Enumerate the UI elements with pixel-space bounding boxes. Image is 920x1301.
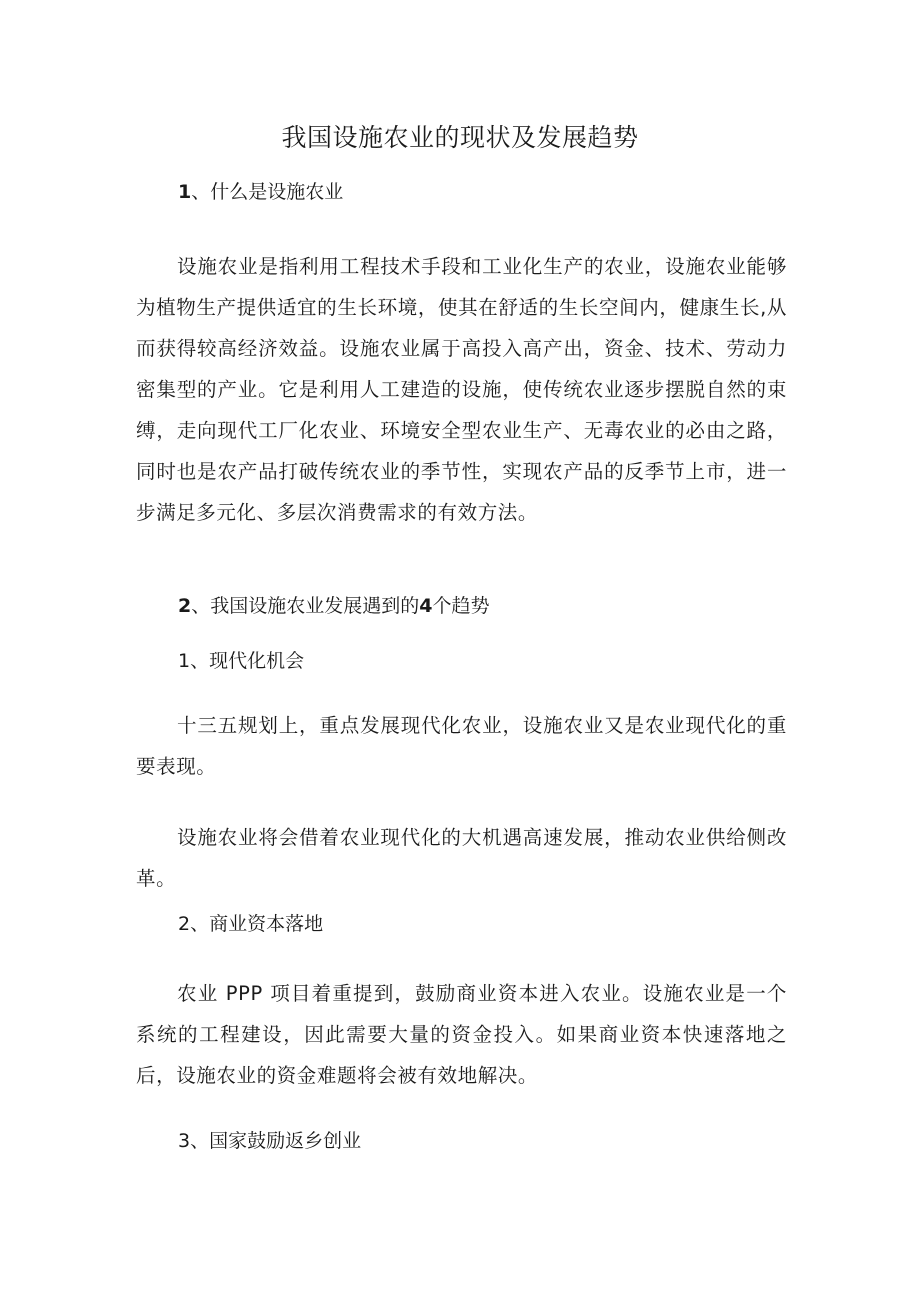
section-heading-2 [178,592,490,620]
subsection-heading-2: 2、商业资本落地 [178,913,324,935]
section-heading-1 [178,178,343,206]
document-title: 我国设施农业的现状及发展趋势 [281,123,639,152]
section-number: 1 [178,181,192,203]
section-heading-text: 、我国设施农业发展遇到的 [191,595,420,617]
subsection-heading-1: 1、现代化机会 [178,650,305,672]
paragraph-modernization-1: 十三五规划上，重点发展现代化农业，设施农业又是农业现代化的重要表现。 [136,714,787,778]
subsection-heading-3: 3、国家鼓励返乡创业 [178,1130,362,1152]
section-heading-text: 、什么是设施农业 [191,181,344,203]
paragraph-capital: 农业 PPP 项目着重提到，鼓励商业资本进入农业。设施农业是一个系统的工程建设，因此需要大量的资金投入。如果商业资本快速落地之后，设施农业的资金难题将会被有效地解决。 [136,982,787,1087]
paragraph-definition: 设施农业是指利用工程技术手段和工业化生产的农业，设施农业能够为植物生产提供适宜的生长环境，使其在舒适的生长空间内，健康生长,从而获得较高经济效益。设施农业属于高投入高产出，资金、技术、劳动力密集型的产业。它是利用人工建造的设施，使传统农业逐步摆脱自然的束缚，走向现代工厂化农业、环境安全型农业生产、无毒农业的必由之路，同时也是农产品打破传统农业的季节性，实现农产品的反季节上市，进一步满足多元化、多层次消费需求的有效方法。 [136,255,787,524]
paragraph-modernization-2: 设施农业将会借着农业现代化的大机遇高速发展，推动农业供给侧改革。 [136,826,787,890]
trend-count: 4 [419,595,433,617]
section-number: 2 [178,595,192,617]
section-heading-text: 个趋势 [432,595,490,617]
